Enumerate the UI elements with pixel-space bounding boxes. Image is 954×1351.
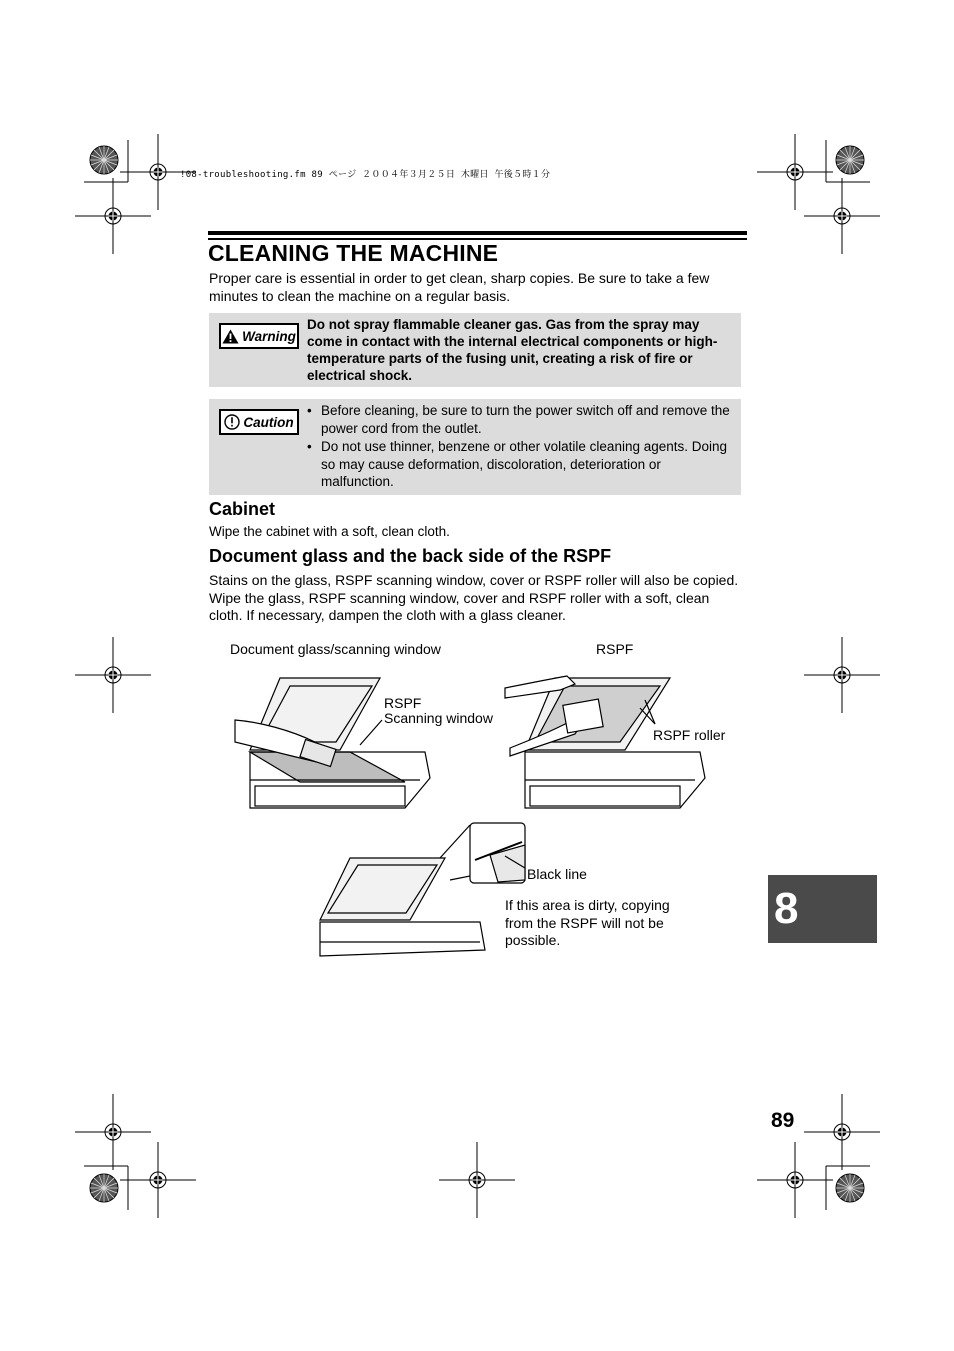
label-rspf-roller: RSPF roller	[653, 727, 726, 743]
cabinet-text: Wipe the cabinet with a soft, clean cloth.	[209, 524, 450, 539]
caution-badge	[219, 409, 299, 435]
chapter-tab: 8	[768, 875, 877, 943]
title-rule-thick	[208, 231, 747, 235]
label-document-glass: Document glass/scanning window	[230, 641, 441, 657]
label-rspf: RSPF	[596, 641, 634, 657]
cabinet-heading: Cabinet	[209, 499, 276, 519]
glass-text: Stains on the glass, RSPF scanning window, cover or RSPF roller will also be copied. Wipe the glass, RSPF scanning window, cover and RSPF roller with a soft, clean cloth. If necessary, dampen the cloth with a glass cleaner.	[209, 572, 739, 623]
warning-box	[209, 313, 741, 387]
caution-label: Caution	[243, 414, 294, 430]
warning-label: Warning	[242, 328, 296, 344]
warning-text: Do not spray flammable cleaner gas. Gas from the spray may come in contact with the internal electrical components or high-temperature parts of the fusing unit, creating a risk of fire or electrical shock.	[307, 317, 718, 383]
page-number: 89	[771, 1109, 795, 1132]
caution-item: • Before cleaning, be sure to turn the power switch off and remove the power cord from the outlet.	[307, 402, 735, 437]
caution-exclamation-icon	[224, 414, 240, 430]
black-line-note: If this area is dirty, copying from the RSPF will not be possible.	[505, 897, 670, 948]
caution-list	[307, 402, 735, 491]
label-black-line: Black line	[527, 866, 587, 882]
caution-box	[209, 399, 741, 495]
file-info-header: !08-troubleshooting.fm 89 ページ ２００４年３月２５日 木曜日 午後５時１分	[180, 170, 551, 180]
warning-badge	[219, 323, 299, 349]
caution-item: • Do not use thinner, benzene or other volatile cleaning agents. Doing so may cause deformation, discoloration, deterioration or malfunction.	[307, 438, 735, 491]
label-rspf-window-line1: RSPF	[384, 695, 422, 711]
intro-paragraph: Proper care is essential in order to get clean, sharp copies. Be sure to take a few minutes to clean the machine on a regular basis.	[209, 270, 710, 304]
warning-triangle-icon	[222, 329, 239, 344]
glass-heading: Document glass and the back side of the RSPF	[209, 546, 612, 566]
page-title: CLEANING THE MACHINE	[208, 240, 499, 266]
copier-black-line-illustration	[320, 823, 525, 956]
label-rspf-window-line2: Scanning window	[384, 710, 493, 726]
